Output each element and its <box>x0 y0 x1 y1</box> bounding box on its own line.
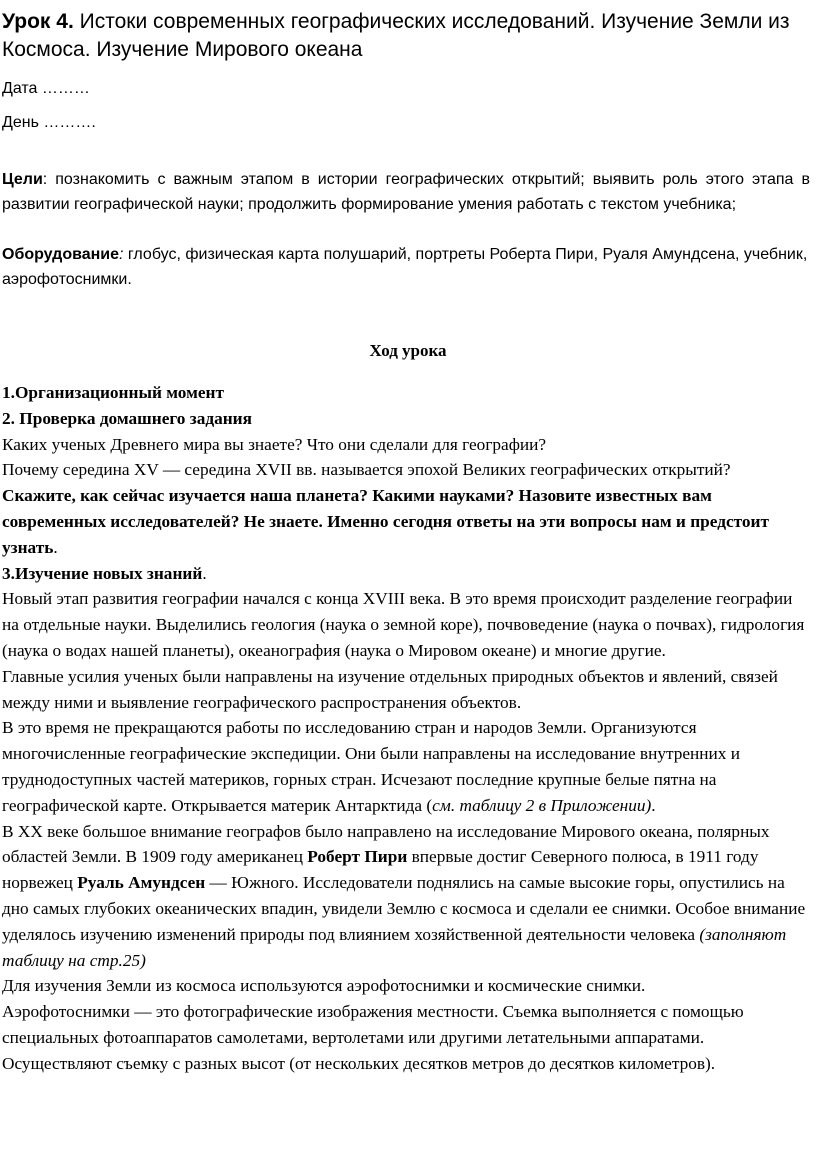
equipment-label: Оборудование <box>2 246 120 263</box>
goals-label: Цели <box>2 171 43 188</box>
equipment-colon: : <box>119 246 124 263</box>
paragraph-expeditions <box>2 715 812 818</box>
paragraph-aerial-photos: Аэрофотоснимки — это фотографические изображения местности. Съемка выполняется с помощью специальных фотоаппаратов самолетами, вертолетами или другими летательными аппаратами. Осуществляют съемку с разных высот (от нескольких десятков метров до десятков километров). <box>2 1002 744 1073</box>
paragraph-space-study: Для изучения Земли из космоса используются аэрофотоснимки и космические снимки. <box>2 976 646 996</box>
lesson-title-text: Истоки современных географических исследований. Изучение Земли из Космоса. Изучение Мирового океана <box>2 10 790 61</box>
paragraph-expeditions-text: В это время не прекращаются работы по исследованию стран и народов Земли. Организуются многочисленные географические экспедиции. Они были направлены на исследование внутренних и труднодоступных частей материков, горных стран. Исчезают последние крупные белые пятна на географической карте. Открывается материк Антарктида ( <box>2 718 740 815</box>
section-homework-check: 2. Проверка домашнего задания <box>2 408 252 428</box>
question-modern-study <box>2 483 812 560</box>
period: . <box>651 795 656 815</box>
name-robert-peary: Роберт Пири <box>307 847 408 867</box>
text-span: впервые достиг Северного полюса, в 1911 году норвежец <box>2 847 759 893</box>
text-span: — Южного. Исследователи поднялись на самые высокие горы, опустились на дно самых глубоких океанических впадин, увидели Землю с космоса и сделали ее снимки. Особое внимание уделялось изучению изменений природы под влиянием хозяйственной деятельности человека <box>2 873 806 944</box>
date-line: Дата ……… <box>2 80 90 97</box>
question-modern-study-bold: Скажите, как сейчас изучается наша планета? Какими науками? Назовите известных вам современных исследователей? Не знаете. Именно сегодня ответы на эти вопросы нам и предстоит узнать <box>2 486 769 557</box>
section-organizational: 1.Организационный момент <box>2 383 224 402</box>
paragraph-twentieth-century <box>2 819 812 974</box>
section-new-knowledge: 3.Изучение новых знаний <box>2 563 203 583</box>
period: . <box>202 563 207 583</box>
lesson-plan-heading: Ход урока <box>369 341 447 360</box>
equipment-paragraph <box>2 242 810 292</box>
goals-paragraph <box>2 167 810 217</box>
lesson-body <box>2 380 812 1077</box>
lesson-label: Урок 4. <box>2 10 74 33</box>
paragraph-main-efforts: Главные усилия ученых были направлены на изучение отдельных природных объектов и явлений, связей между ними и выявление географического распространения объектов. <box>2 666 778 712</box>
paragraph-new-stage: Новый этап развития географии начался с конца XVIII века. В это время происходит разделение географии на отдельные науки. Выделились геология (наука о земной коре), почвоведение (наука о почвах), гидрология (наука о водах нашей планеты), океанография (наука о Мировом океане) и многие другие. <box>2 589 805 660</box>
goals-text: : познакомить с важным этапом в истории географических открытий; выявить роль этого этапа в развитии географической науки; продолжить формирование умения работать с текстом учебника; <box>2 171 810 213</box>
name-roald-amundsen: Руаль Амундсен <box>77 873 206 893</box>
period: . <box>53 537 58 557</box>
question-ancient-scientists: Каких ученых Древнего мира вы знаете? Что они сделали для географии? <box>2 434 547 454</box>
appendix-reference: см. таблицу 2 в Приложении) <box>432 795 652 815</box>
table-reference: (заполняют таблицу на стр.25) <box>2 924 787 970</box>
day-line: День ………. <box>2 114 96 131</box>
lesson-title <box>2 8 814 64</box>
text-span: В XX веке большое внимание географов было направлено на исследование Мирового океана, полярных областей Земли. В 1909 году американец <box>2 821 770 867</box>
equipment-text: глобус, физическая карта полушарий, портреты Роберта Пири, Руаля Амундсена, учебник, аэрофотоснимки. <box>2 246 808 288</box>
question-great-discoveries: Почему середина XV — середина XVII вв. называется эпохой Великих географических открытий? <box>2 460 731 480</box>
